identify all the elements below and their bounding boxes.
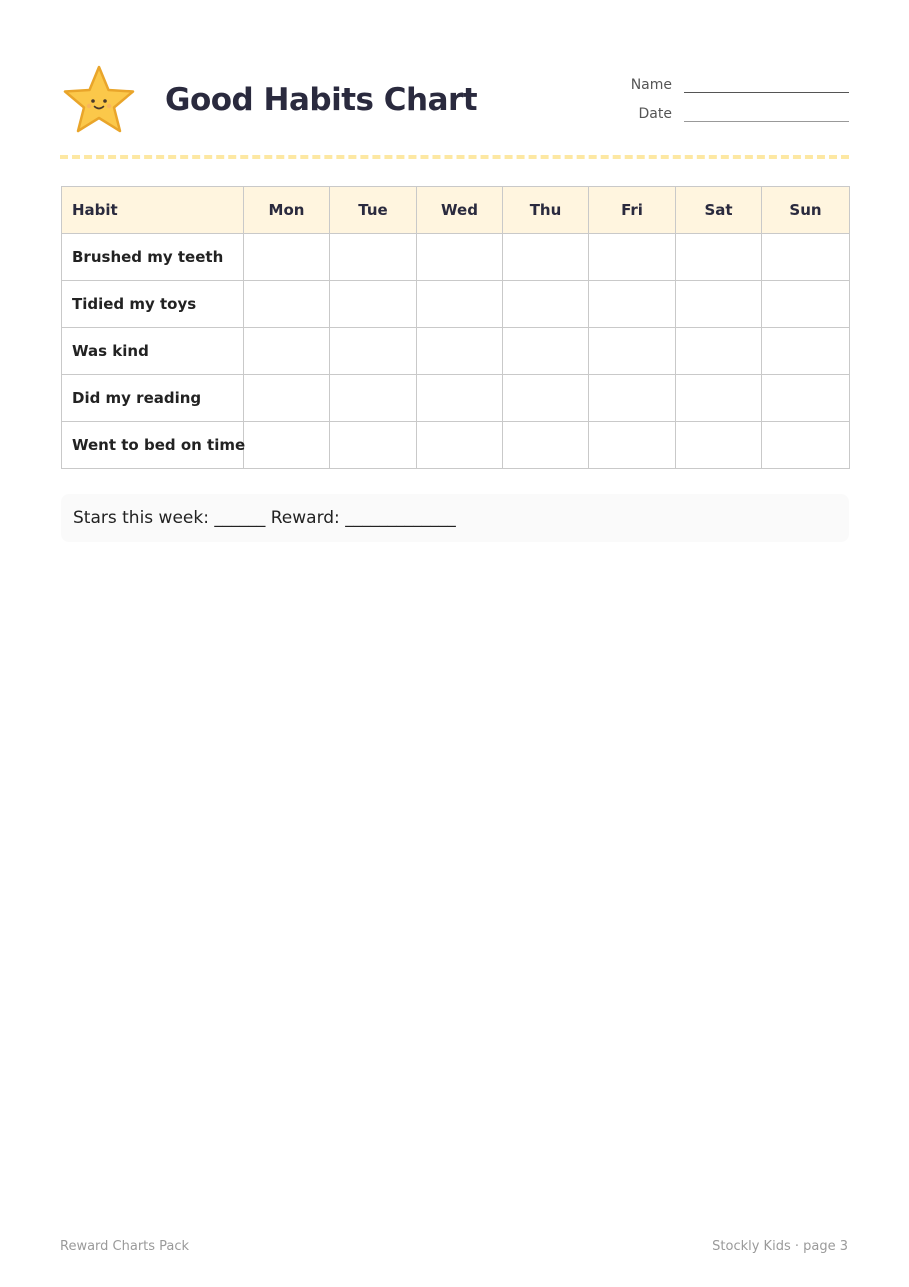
checkbox-cell-fri[interactable] <box>589 422 676 469</box>
name-label: Name <box>630 77 672 93</box>
checkbox-cell-mon[interactable] <box>244 422 330 469</box>
name-line[interactable] <box>684 92 849 93</box>
column-header-sun: Sun <box>762 187 850 234</box>
weekly-summary-box <box>61 494 849 542</box>
name-field[interactable] <box>600 74 849 96</box>
habit-label: Brushed my teeth <box>62 234 244 281</box>
table-row <box>62 234 850 281</box>
checkbox-cell-tue[interactable] <box>330 281 417 328</box>
date-line[interactable] <box>684 121 849 122</box>
checkbox-cell-sun[interactable] <box>762 281 850 328</box>
checkbox-cell-fri[interactable] <box>589 234 676 281</box>
checkbox-cell-sun[interactable] <box>762 328 850 375</box>
checkbox-cell-wed[interactable] <box>417 234 503 281</box>
dashed-divider <box>60 155 849 159</box>
column-header-habit: Habit <box>62 187 244 234</box>
checkbox-cell-wed[interactable] <box>417 328 503 375</box>
date-label: Date <box>638 106 672 122</box>
habit-label: Tidied my toys <box>62 281 244 328</box>
table-row <box>62 422 850 469</box>
checkbox-cell-thu[interactable] <box>503 234 589 281</box>
table-row <box>62 328 850 375</box>
checkbox-cell-tue[interactable] <box>330 328 417 375</box>
star-left-eye <box>91 99 95 103</box>
smiling-star-icon <box>62 64 136 134</box>
column-header-sat: Sat <box>676 187 762 234</box>
checkbox-cell-sat[interactable] <box>676 328 762 375</box>
checkbox-cell-mon[interactable] <box>244 281 330 328</box>
column-header-mon: Mon <box>244 187 330 234</box>
habit-label: Was kind <box>62 328 244 375</box>
column-header-tue: Tue <box>330 187 417 234</box>
checkbox-cell-tue[interactable] <box>330 422 417 469</box>
checkbox-cell-thu[interactable] <box>503 281 589 328</box>
habit-label: Did my reading <box>62 375 244 422</box>
checkbox-cell-tue[interactable] <box>330 234 417 281</box>
checkbox-cell-wed[interactable] <box>417 375 503 422</box>
checkbox-cell-mon[interactable] <box>244 375 330 422</box>
table-row <box>62 281 850 328</box>
checkbox-cell-sun[interactable] <box>762 375 850 422</box>
checkbox-cell-sat[interactable] <box>676 375 762 422</box>
table-header-row <box>62 187 850 234</box>
checkbox-cell-sat[interactable] <box>676 234 762 281</box>
checkbox-cell-mon[interactable] <box>244 234 330 281</box>
column-header-fri: Fri <box>589 187 676 234</box>
checkbox-cell-sat[interactable] <box>676 422 762 469</box>
page-title: Good Habits Chart <box>165 82 478 118</box>
footer-pack-name: Reward Charts Pack <box>60 1239 190 1254</box>
checkbox-cell-wed[interactable] <box>417 422 503 469</box>
habit-label: Went to bed on time <box>62 422 244 469</box>
weekly-summary-text: Stars this week: ______ Reward: _____________ <box>73 508 456 528</box>
column-header-wed: Wed <box>417 187 503 234</box>
checkbox-cell-thu[interactable] <box>503 422 589 469</box>
checkbox-cell-fri[interactable] <box>589 328 676 375</box>
checkbox-cell-thu[interactable] <box>503 328 589 375</box>
habits-table <box>61 186 850 469</box>
checkbox-cell-fri[interactable] <box>589 281 676 328</box>
checkbox-cell-wed[interactable] <box>417 281 503 328</box>
star-right-eye <box>103 99 107 103</box>
checkbox-cell-sun[interactable] <box>762 234 850 281</box>
date-field[interactable] <box>600 103 849 125</box>
footer-page-info: Stockly Kids · page 3 <box>712 1239 848 1254</box>
checkbox-cell-thu[interactable] <box>503 375 589 422</box>
checkbox-cell-fri[interactable] <box>589 375 676 422</box>
checkbox-cell-sun[interactable] <box>762 422 850 469</box>
table-row <box>62 375 850 422</box>
checkbox-cell-sat[interactable] <box>676 281 762 328</box>
column-header-thu: Thu <box>503 187 589 234</box>
checkbox-cell-tue[interactable] <box>330 375 417 422</box>
checkbox-cell-mon[interactable] <box>244 328 330 375</box>
